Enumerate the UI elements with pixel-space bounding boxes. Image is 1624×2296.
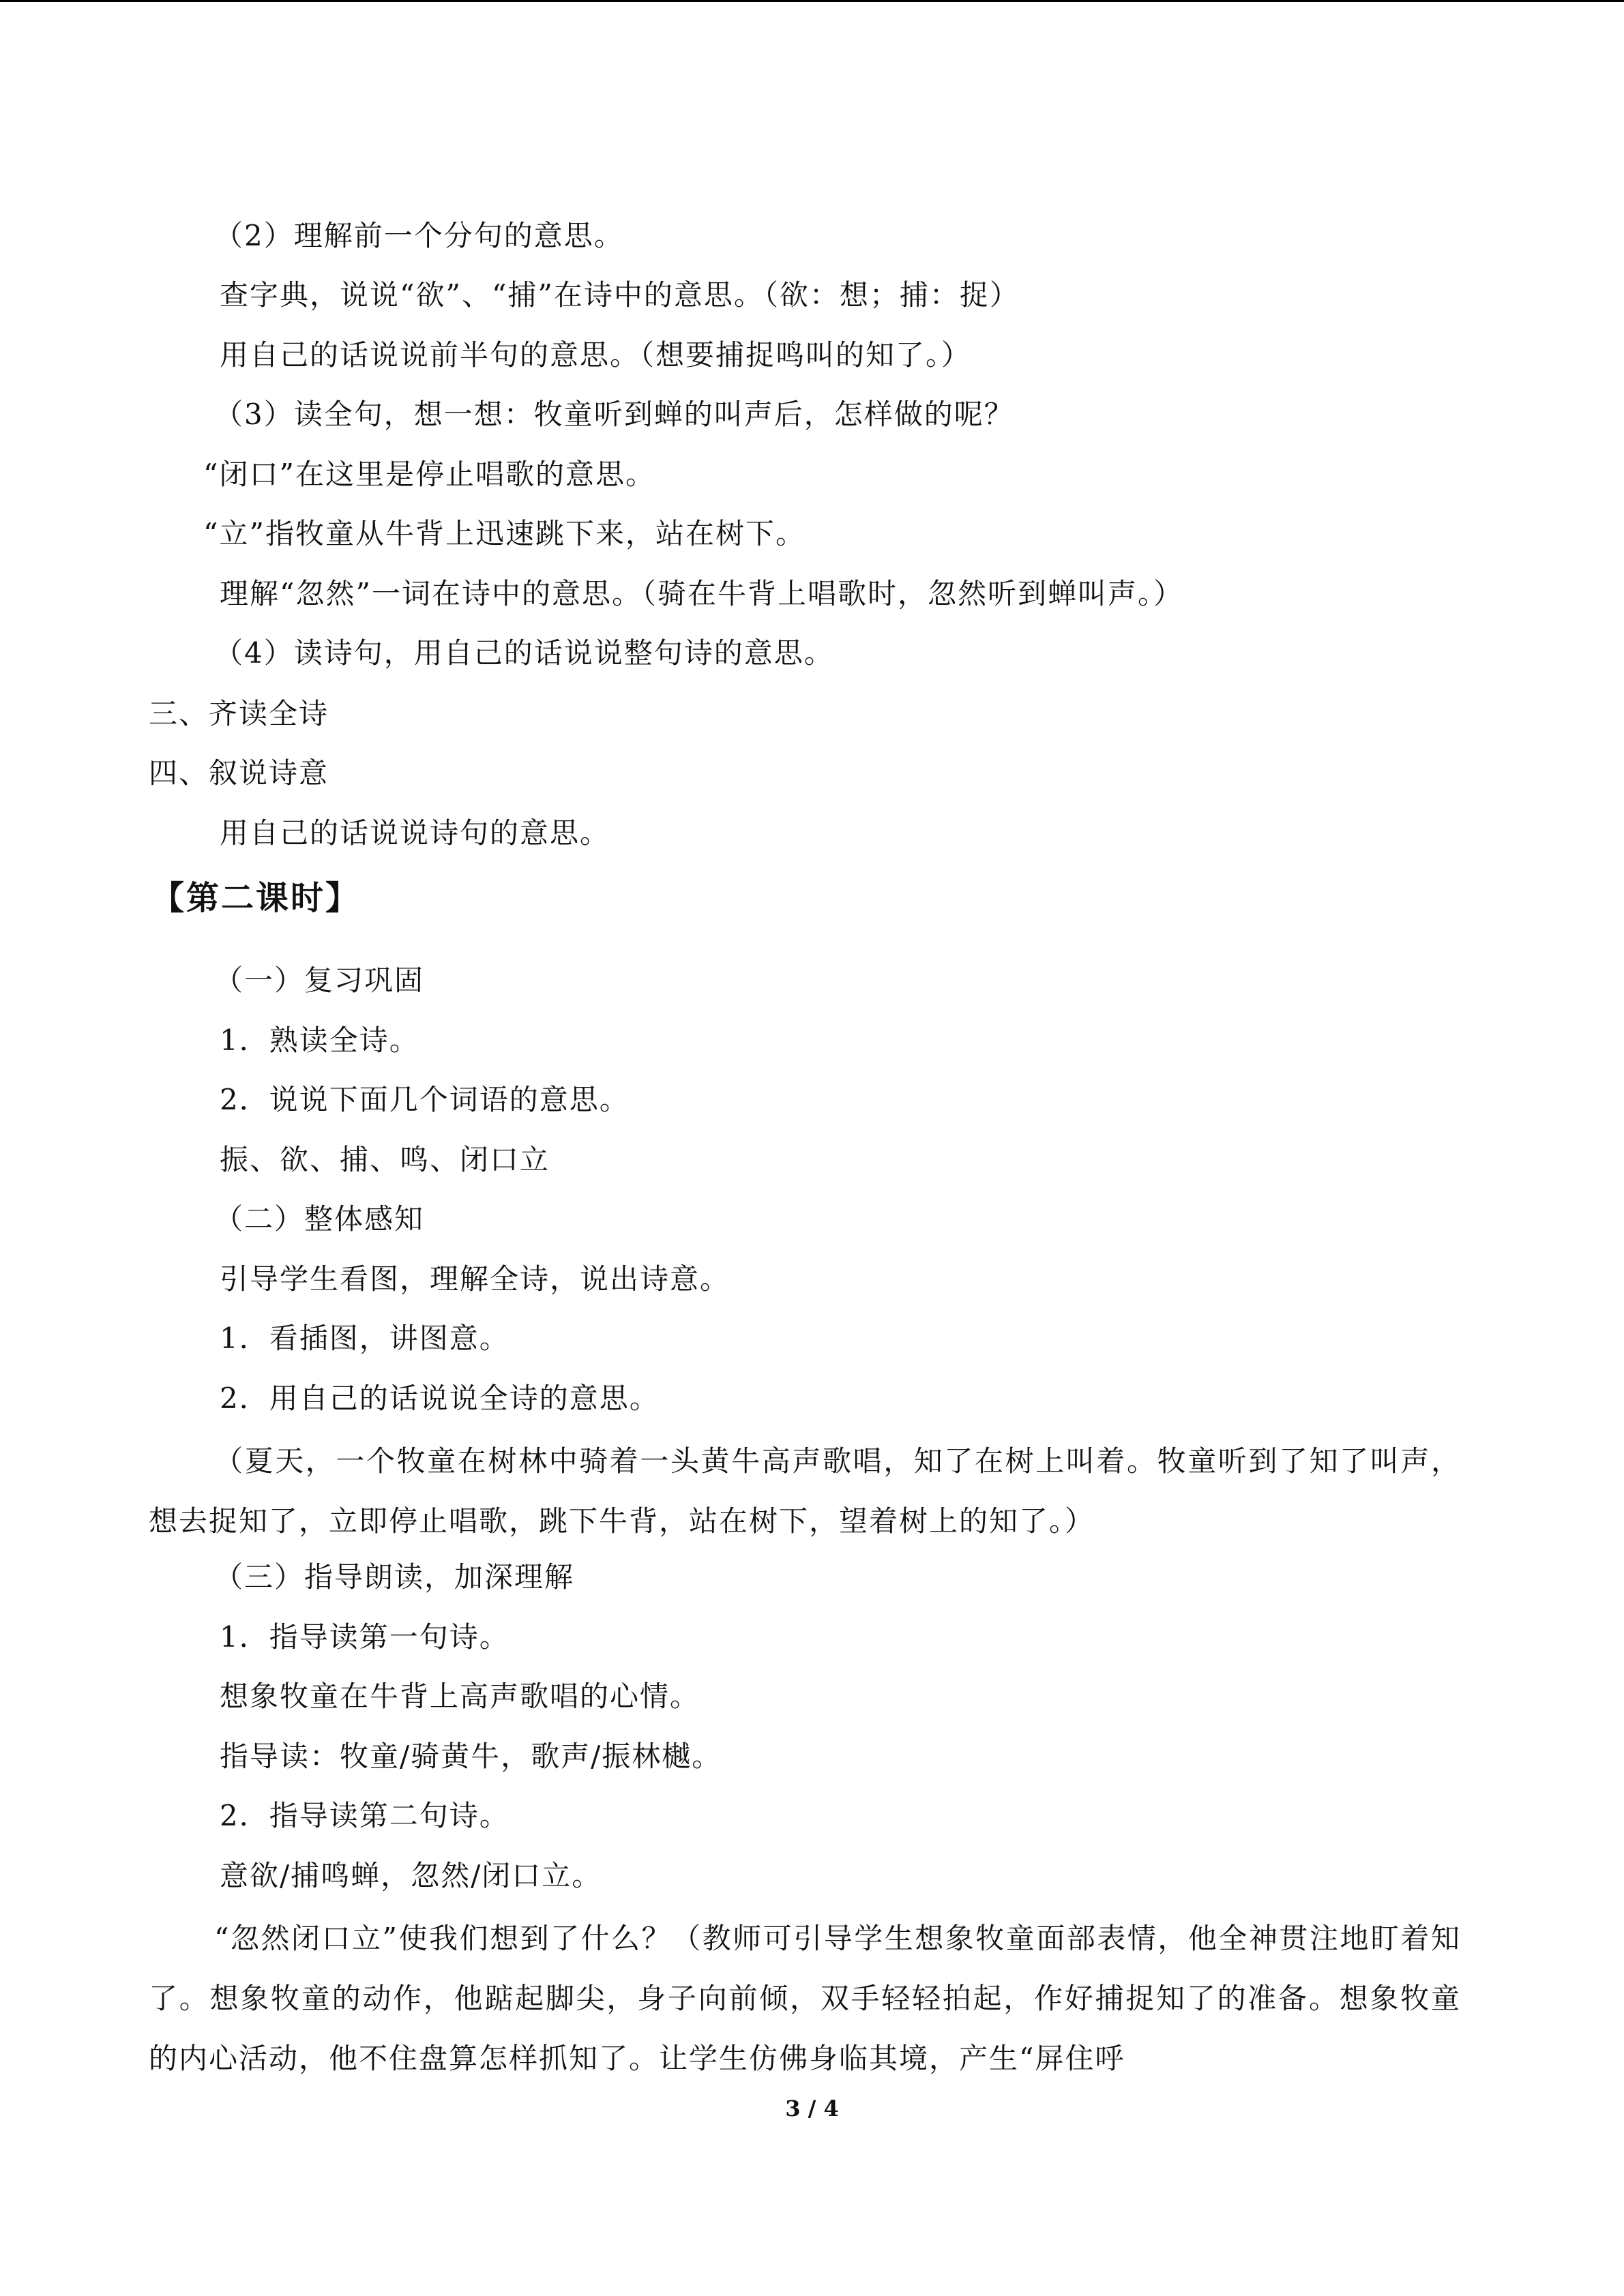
- lesson-heading: 【第二课时】: [151, 879, 361, 917]
- text-line: 2．用自己的话说说全诗的意思。: [220, 1382, 660, 1415]
- text-line: 指导读：牧童/骑黄牛，歌声/振林樾。: [220, 1740, 722, 1773]
- text-line: 意欲/捕鸣蝉，忽然/闭口立。: [220, 1859, 602, 1892]
- text-line: （一）复习巩固: [214, 964, 425, 997]
- text-line: “立”指牧童从牛背上迅速跳下来，站在树下。: [203, 517, 806, 550]
- text-line: 振、欲、捕、鸣、闭口立: [220, 1143, 550, 1176]
- text-line: （三）指导朗读，加深理解: [214, 1560, 575, 1594]
- text-line: 1．指导读第一句诗。: [220, 1620, 510, 1654]
- text-line: 引导学生看图，理解全诗，说出诗意。: [220, 1262, 730, 1296]
- text-line: （3）读全句，想一想：牧童听到蝉的叫声后，怎样做的呢？: [214, 398, 1014, 431]
- text-line: （2）理解前一个分句的意思。: [214, 219, 624, 252]
- text-line: 2．指导读第二句诗。: [220, 1799, 510, 1832]
- text-line: 理解“忽然”一词在诗中的意思。（骑在牛背上唱歌时，忽然听到蝉叫声。）: [220, 577, 1183, 610]
- text-line: 查字典，说说“欲”、“捕”在诗中的意思。（欲：想；捕：捉）: [220, 278, 1020, 312]
- section-heading: 三、齐读全诗: [149, 697, 329, 730]
- paragraph: “忽然闭口立”使我们想到了什么？（教师可引导学生想象牧童面部表情，他全神贯注地盯着知了。想象牧童的动作，他踮起脚尖，身子向前倾，双手轻轻拍起，作好捕捉知了的准备。想象牧童的内心活动，他不住盘算怎样抓知了。让学生仿佛身临其境，产生“屏住呼: [149, 1922, 1461, 2075]
- text-line: 想象牧童在牛背上高声歌唱的心情。: [220, 1680, 700, 1713]
- text-line: （4）读诗句，用自己的话说说整句诗的意思。: [214, 636, 834, 670]
- text-line: （二）整体感知: [214, 1202, 425, 1236]
- text-line: 用自己的话说说诗句的意思。: [220, 816, 610, 850]
- text-line: 用自己的话说说前半句的意思。（想要捕捉鸣叫的知了。）: [220, 338, 972, 372]
- text-line: “闭口”在这里是停止唱歌的意思。: [203, 458, 655, 491]
- page-number: 3 / 4: [785, 2096, 839, 2121]
- text-line: 1．熟读全诗。: [220, 1024, 419, 1057]
- paragraph: （夏天，一个牧童在树林中骑着一头黄牛高声歌唱，知了在树上叫着。牧童听到了知了叫声，想去捉知了，立即停止唱歌，跳下牛背，站在树下，望着树上的知了。）: [149, 1444, 1461, 1538]
- text-line: 1．看插图，讲图意。: [220, 1322, 510, 1355]
- text-line: 2．说说下面几个词语的意思。: [220, 1083, 630, 1116]
- section-heading: 四、叙说诗意: [149, 756, 329, 790]
